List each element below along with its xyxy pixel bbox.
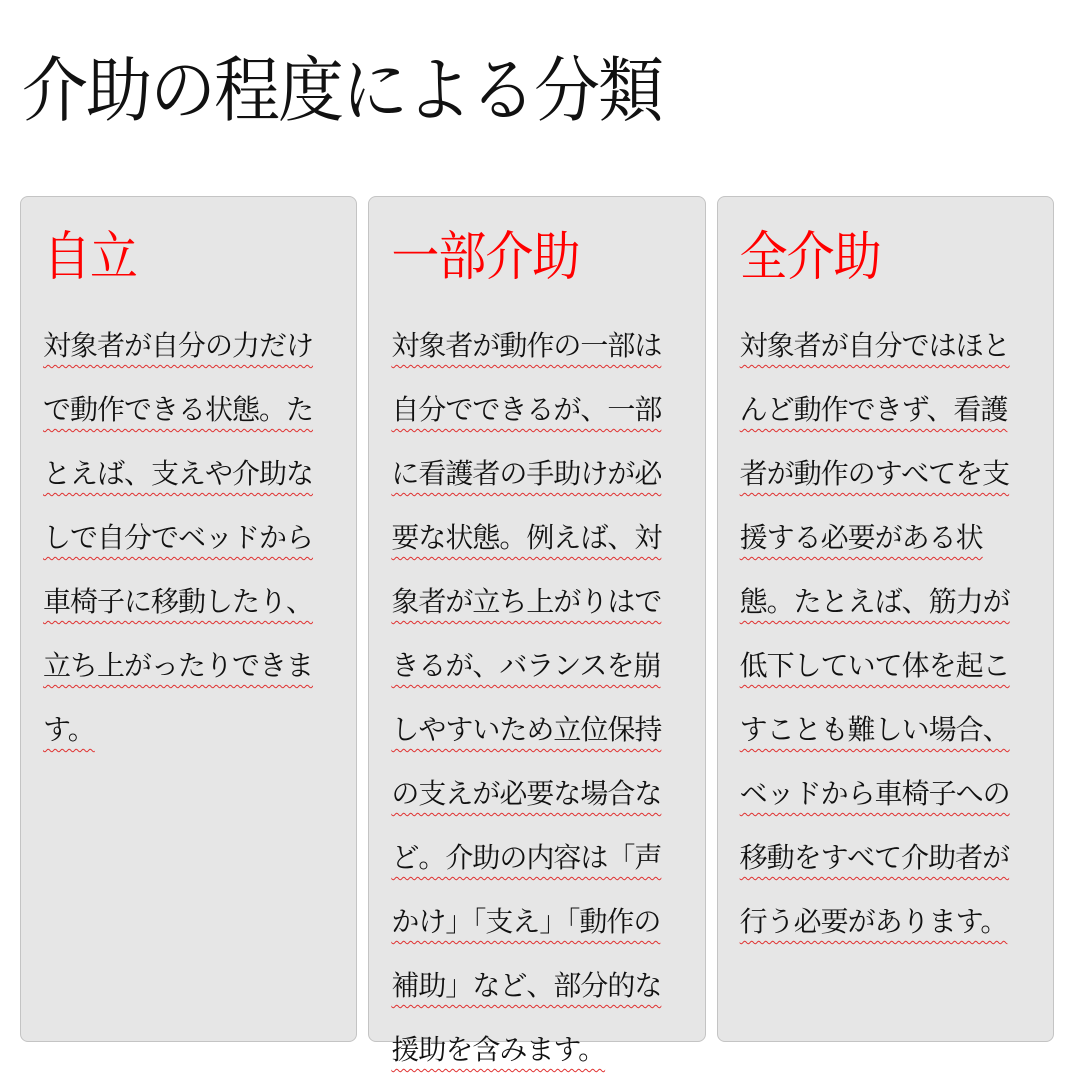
card-heading: 一部介助 — [391, 225, 580, 288]
card-heading: 全介助 — [739, 225, 881, 288]
card-body — [43, 314, 336, 762]
page-title: 介助の程度による分類 — [22, 49, 662, 133]
card-body — [740, 314, 1033, 954]
card-body — [391, 314, 684, 1082]
card-independent — [20, 196, 357, 1042]
card-partial-assistance — [368, 196, 705, 1067]
card-full-assistance — [717, 196, 1054, 1042]
card-body-text: 対象者が自分の力だけで動作できる状態。たとえば、支えや介助なしで自分でベッドから車椅子に移動したり、立ち上がったりできます。 — [43, 329, 314, 747]
card-body-text: 対象者が動作の一部は自分でできるが、一部に看護者の手助けが必要な状態。例えば、対象者が立ち上がりはできるが、バランスを崩しやすいため立位保持の支えが必要な場合など。介助の内容は「声かけ」「支え」「動作の補助」など、部分的な援助を含みます。 — [391, 329, 662, 1067]
card-list — [20, 196, 1054, 1067]
card-heading: 自立 — [43, 225, 138, 288]
card-body-text: 対象者が自分ではほとんど動作できず、看護者が動作のすべてを支援する必要がある状態。たとえば、筋力が低下していて体を起こすことも難しい場合、ベッドから車椅子への移動をすべて介助者が行う必要があります。 — [739, 329, 1010, 939]
